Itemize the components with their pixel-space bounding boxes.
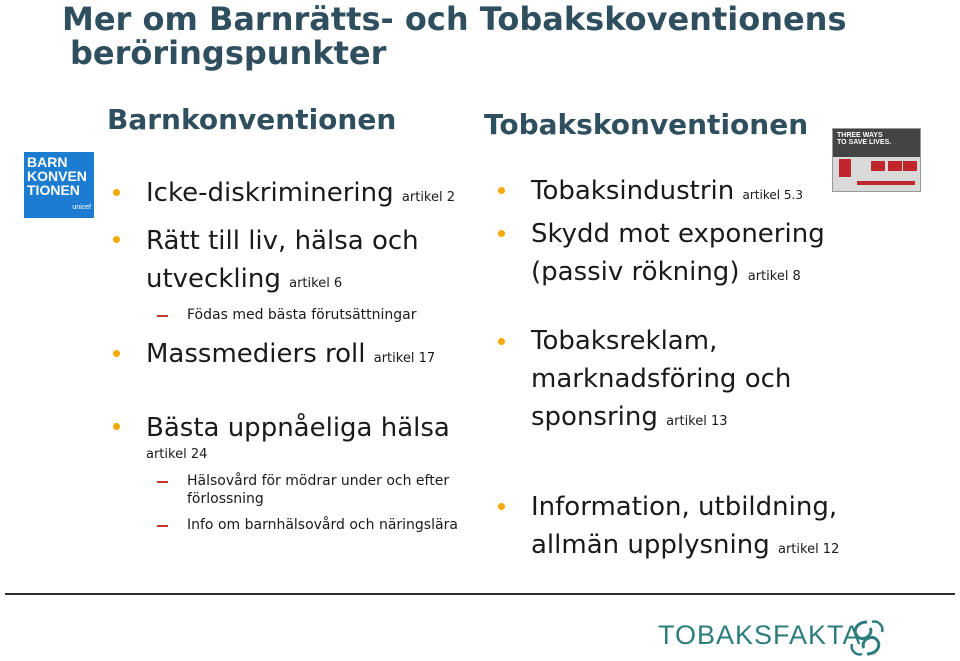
footer-divider — [5, 593, 955, 595]
left-item-2-line1: Rätt till liv, hälsa och — [146, 226, 419, 256]
left-item-2-line2: utveckling — [146, 264, 281, 294]
right-item-3-line1: Tobaksreklam, — [531, 326, 718, 356]
left-item-4-sub-1-cont: förlossning — [187, 491, 264, 507]
slide-title-line2: beröringspunkter — [70, 34, 387, 72]
left-item-1-tag: artikel 2 — [401, 190, 456, 205]
left-item-2-sub-1: Födas med bästa förutsättningar — [187, 307, 417, 323]
left-item-4-sub-2: Info om barnhälsovård och näringslära — [187, 517, 458, 533]
right-heading: Tobakskonventionen — [484, 108, 809, 141]
fctc-campaign-image — [832, 128, 921, 192]
right-item-2-line1: Skydd mot exponering — [531, 219, 825, 249]
right-item-2 — [531, 215, 825, 296]
left-item-2 — [146, 222, 419, 303]
bullet-icon — [498, 230, 505, 237]
fctc-campaign-text — [837, 132, 891, 146]
left-item-4-tag: artikel 24 — [146, 447, 208, 462]
right-item-3 — [531, 322, 791, 441]
right-item-1 — [531, 172, 803, 214]
barnkonventionen-logo — [24, 152, 94, 218]
left-item-1-text: Icke-diskriminering — [146, 178, 394, 208]
right-item-2-line2: (passiv rökning) — [531, 257, 740, 287]
fctc-line1: THREE WAYS — [837, 132, 883, 139]
left-item-4: Bästa uppnåeliga hälsa — [146, 413, 450, 443]
tobaksfakta-swirl-icon — [846, 618, 888, 658]
left-item-2-tag: artikel 6 — [289, 276, 343, 291]
unicef-label: unicef — [72, 204, 91, 211]
right-item-4-line1: Information, utbildning, — [531, 492, 838, 522]
bullet-icon — [113, 350, 120, 357]
right-item-2-tag: artikel 8 — [747, 269, 801, 284]
right-item-4-line2: allmän upplysning — [531, 530, 770, 560]
tobaksfakta-logo: TOBAKSFAKTA — [658, 620, 862, 650]
right-item-4 — [531, 488, 839, 569]
slide-title — [62, 2, 922, 70]
logo-barn-line1: BARN — [27, 154, 68, 170]
dash-icon — [157, 315, 168, 317]
logo-barn-line3: TIONEN — [27, 182, 80, 198]
right-item-3-tag: artikel 13 — [666, 414, 728, 429]
dash-icon — [157, 481, 168, 483]
fctc-line2: TO SAVE LIVES. — [837, 139, 892, 146]
right-item-1-tag: artikel 5.3 — [742, 188, 803, 202]
right-item-4-tag: artikel 12 — [777, 542, 840, 557]
left-heading: Barnkonventionen — [107, 103, 397, 136]
right-item-3-line2: marknadsföring och — [531, 364, 792, 394]
left-item-4-sub-1: Hälsovård för mödrar under och efter — [187, 473, 450, 489]
dash-icon — [157, 525, 168, 527]
bullet-icon — [498, 187, 505, 194]
left-item-1 — [146, 174, 455, 217]
bullet-icon — [113, 236, 120, 243]
bullet-icon — [113, 423, 120, 430]
bullet-icon — [113, 189, 120, 196]
bullet-icon — [498, 503, 505, 510]
right-item-3-line3: sponsring — [531, 402, 658, 432]
left-item-3 — [146, 335, 435, 378]
right-item-1-text: Tobaksindustrin — [531, 176, 735, 206]
logo-barn-line2: KONVEN — [27, 168, 87, 184]
slide-title-line1: Mer om Barnrätts- och Tobakskoventionens — [62, 0, 847, 38]
left-item-3-tag: artikel 17 — [373, 351, 436, 366]
bullet-icon — [498, 338, 505, 345]
left-item-3-text: Massmediers roll — [146, 339, 366, 369]
